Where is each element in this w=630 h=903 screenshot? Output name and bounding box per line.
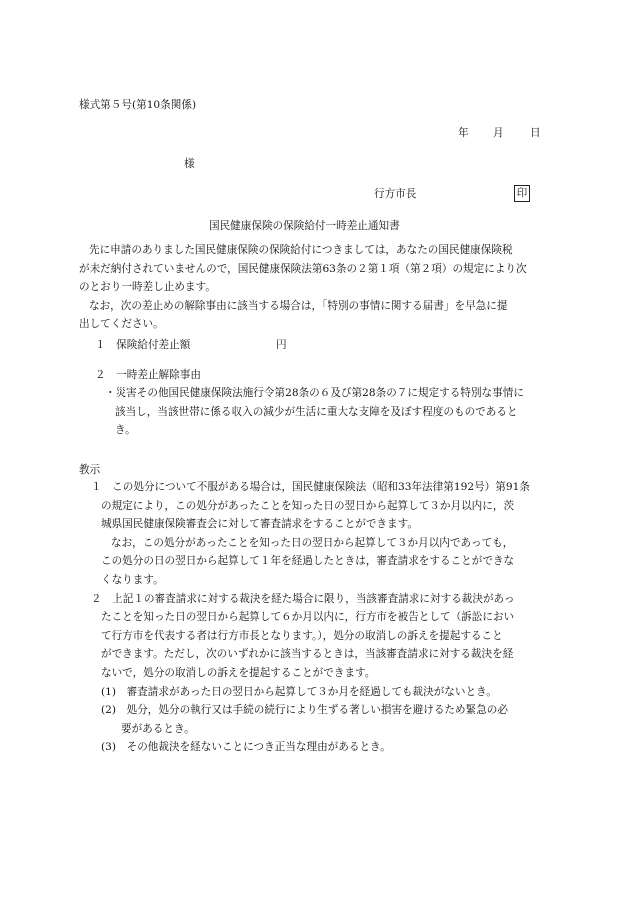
instruction-heading: 教示 — [79, 464, 101, 476]
instruction-line: この処分の日の翌日から起算して１年を経過したときは，審査請求をすることができな — [101, 555, 515, 568]
date-day-label: 日 — [530, 127, 541, 139]
item2-reason — [105, 384, 555, 440]
form-number: 様式第５号(第10条関係) — [79, 99, 197, 111]
intro-line: なお，次の差止めの解除事由に該当する場合は，「特別の事情に関する届書」を早急に提 — [89, 299, 508, 312]
instruction-line: くなります。 — [101, 573, 164, 586]
instruction-line: ないで，処分の取消しの訴えを提起することができます。 — [101, 666, 376, 679]
item1-unit: 円 — [276, 339, 287, 351]
intro-line: 出してください。 — [79, 318, 164, 331]
issuer-name: 行方市長 — [374, 188, 417, 200]
instruction-line: ２ 上記１の審査請求に対する裁決を経た場合に限り，当該審査請求に対する裁決があっ — [91, 592, 515, 605]
instruction-line: (2) 処分，処分の執行又は手続の続行により生ずる著しい損害を避けるため緊急の必 — [101, 704, 508, 717]
instruction-line: (3) その他裁決を経ないことにつき正当な理由があるとき。 — [101, 741, 391, 754]
instruction-line: の規定により，この処分があったことを知った日の翌日から起算して３か月以内に，茨 — [101, 499, 515, 512]
instruction-line: て行方市を代表する者は行方市長となります。），処分の取消しの訴えを提起すること — [101, 629, 503, 642]
instruction-line: なお，この処分があったことを知った日の翌日から起算して３か月以内であっても， — [111, 536, 514, 549]
intro-line: 先に申請のありました国民健康保険の保険給付につきましては，あなたの国民健康保険税 — [89, 244, 513, 256]
instruction-body — [79, 478, 559, 757]
instruction-line: たことを知った日の翌日から起算して６か月以内に，行方市を被告として（訴訟におい — [101, 611, 515, 624]
item2-line: き。 — [115, 424, 136, 437]
addressee-suffix: 様 — [184, 158, 195, 170]
document-title: 国民健康保険の保険給付一時差止通知書 — [209, 220, 400, 232]
date-year-label: 年 — [458, 127, 469, 139]
item2-line: ・災害その他国民健康保険法施行令第28条の６及び第28条の７に規定する特別な事情に — [105, 387, 524, 399]
instruction-line: 要があるとき。 — [121, 722, 195, 735]
item2-line: 該当し，当該世帯に係る収入の減少が生活に重大な支障を及ぼす程度のものであると — [115, 405, 518, 418]
item1-label: １ 保険給付差止額 — [95, 339, 191, 351]
item2-label: ２ 一時差止解除事由 — [95, 369, 201, 381]
intro-paragraph — [79, 241, 559, 334]
intro-line: が未だ納付されていませんので，国民健康保険法第63条の２第１項（第２項）の規定により次 — [79, 262, 527, 275]
seal-mark: 印 — [514, 185, 530, 202]
instruction-line: ができます。ただし，次のいずれかに該当するときは，当該審査請求に対する裁決を経 — [101, 648, 514, 661]
instruction-line: 城県国民健康保険審査会に対して審査請求をすることができます。 — [101, 518, 418, 531]
instruction-line: (1) 審査請求があった日の翌日から起算して３か月を経過しても裁決がないとき。 — [101, 685, 497, 698]
intro-line: のとおり一時差し止めます。 — [79, 281, 216, 294]
date-month-label: 月 — [493, 127, 504, 139]
instruction-line: １ この処分について不服がある場合は，国民健康保険法（昭和33年法律第192号）第91条 — [91, 481, 530, 493]
